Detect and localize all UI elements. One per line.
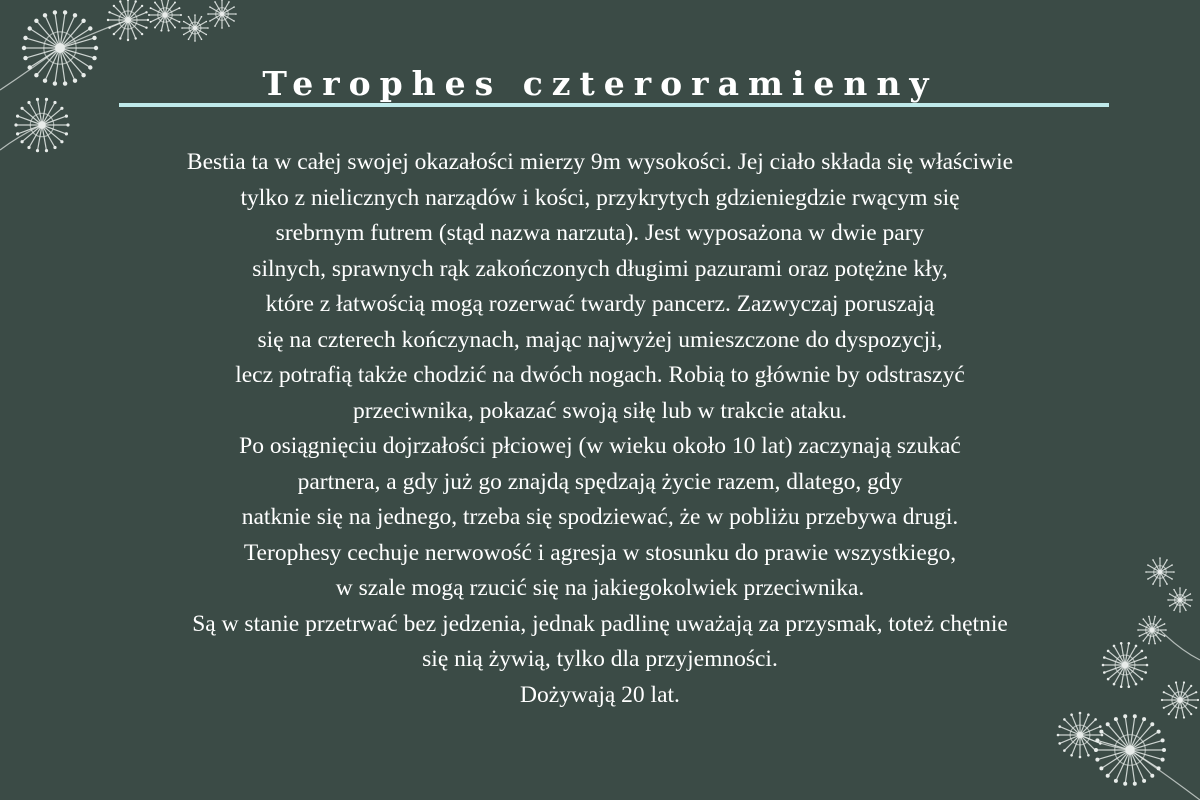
body-line: Terophesy cechuje nerwowość i agresja w stosunku do prawie wszystkiego, — [243, 539, 957, 566]
body-line: lecz potrafią także chodzić na dwóch nogach. Robią to głównie by odstraszyć — [235, 362, 965, 388]
body-line: się nią żywią, tylko dla przyjemności. — [422, 646, 778, 672]
body-line: Są w stanie przetrwać bez jedzenia, jednak padlinę uważają za przysmak, toteż chętnie — [192, 610, 1008, 637]
body-line: silnych, sprawnych rąk zakończonych długimi pazurami oraz potężne kły, — [252, 255, 948, 282]
body-line: które z łatwością mogą rozerwać twardy pancerz. Zazwyczaj poruszają — [265, 291, 935, 317]
body-line: srebrnym futrem (stąd nazwa narzuta). Jest wyposażona w dwie pary — [275, 220, 925, 246]
body-text — [60, 145, 1140, 713]
body-line: natknie się na jednego, trzeba się spodziewać, że w pobliżu przebywa drugi. — [241, 504, 959, 530]
page-title: Terophes czteroramienny — [262, 64, 938, 103]
body-line: Po osiągnięciu dojrzałości płciowej (w wieku około 10 lat) zaczynają szukać — [239, 433, 961, 459]
body-line: przeciwnika, pokazać swoją siłę lub w trakcie ataku. — [353, 397, 847, 424]
body-line: partnera, a gdy już go znajdą spędzają życie razem, dlatego, gdy — [297, 468, 903, 495]
body-line: w szale mogą rzucić się na jakiegokolwiek przeciwnika. — [335, 575, 865, 601]
body-line: Dożywają 20 lat. — [520, 681, 680, 708]
body-line: się na czterech kończynach, mając najwyżej umieszczone do dyspozycji, — [257, 326, 943, 353]
title-underline — [119, 103, 1109, 107]
body-line: tylko z nielicznych narządów i kości, przykrytych gdzieniegdzie rwącym się — [240, 184, 960, 211]
body-line: Bestia ta w całej swojej okazałości mierzy 9m wysokości. Jej ciało składa się właściwie — [186, 149, 1014, 175]
